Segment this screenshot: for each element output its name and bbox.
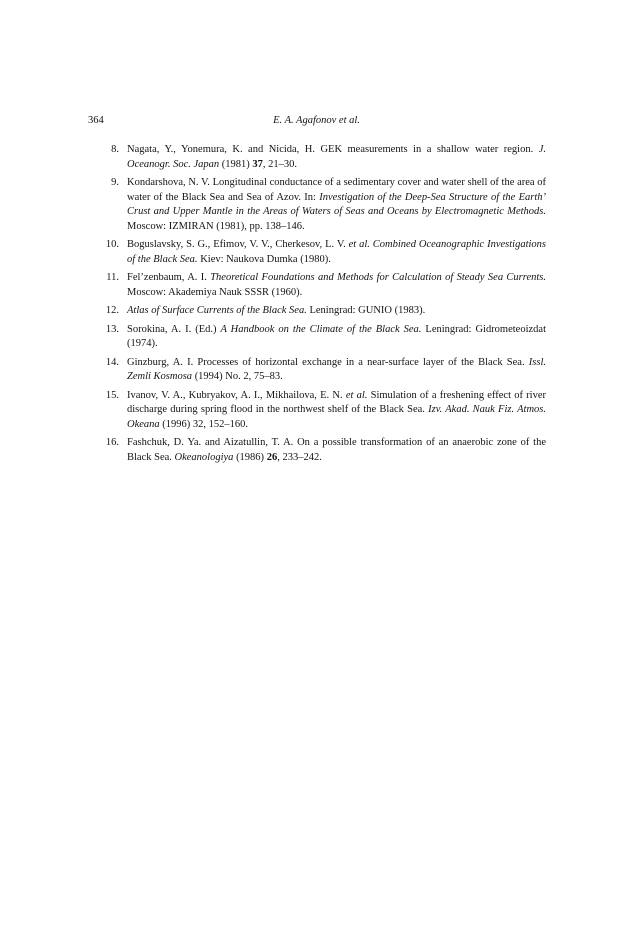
reference-italic-segment: J. Oceanogr. Soc. Japan <box>127 144 546 170</box>
reference-text <box>127 176 546 234</box>
reference-text <box>127 271 546 300</box>
reference-segment: , 233–242. <box>277 451 322 463</box>
reference-number: 13. <box>105 323 119 335</box>
reference-italic-segment: A Handbook on the Climate of the Black Sea. <box>220 323 422 335</box>
reference-segment: Leningrad: Gidrometeoizdat (1974). <box>127 323 546 349</box>
reference-volume: 37 <box>252 158 263 170</box>
reference-segment: Simulation of a freshening effect of river discharge during spring flood in the northwest shelf of the Black Sea. <box>127 389 546 415</box>
reference-number: 16. <box>105 437 119 448</box>
reference-text <box>127 436 546 465</box>
reference-item <box>88 436 546 465</box>
reference-number: 11. <box>106 272 119 283</box>
reference-text <box>127 238 546 267</box>
reference-segment: (1981) <box>219 158 253 170</box>
reference-segment: Ginzburg, A. I. Processes of horizontal exchange in a near-surface layer of the Black Sea. <box>127 356 529 368</box>
reference-segment: (1986) <box>233 451 267 463</box>
reference-italic-segment: et al. <box>345 389 368 401</box>
reference-volume: 26 <box>266 451 278 463</box>
reference-italic-segment: Atlas of Surface Currents of the Black Sea. <box>127 305 307 316</box>
reference-number: 8. <box>111 144 119 155</box>
reference-item <box>88 238 546 267</box>
reference-italic-segment: Combined Oceanographic Investigations of the Black Sea. <box>127 239 546 265</box>
reference-segment: Nagata, Y., Yonemura, K. and Nicida, H. GEK measurements in a shallow water region. <box>127 144 539 155</box>
reference-segment: Ivanov, V. A., Kubryakov, A. I., Mikhailova, E. N. <box>127 389 346 401</box>
reference-text <box>127 143 546 172</box>
reference-italic-segment: Investigation of the Deep-Sea Structure of the Earth’ Crust and Upper Mantle in the Areas of Waters of Seas and Oceans by Electromagnetic Methods. <box>127 191 546 217</box>
reference-item <box>88 356 546 385</box>
reference-segment: Moscow: Akademiya Nauk SSSR (1960). <box>127 286 303 298</box>
reference-segment: Leningrad: GUNIO (1983). <box>306 305 426 316</box>
reference-number: 12. <box>105 305 119 316</box>
reference-list <box>88 143 546 469</box>
reference-italic-segment: Izv. Akad. Nauk Fiz. Atmos. Okeana <box>127 404 546 430</box>
reference-text <box>127 304 546 319</box>
reference-segment: Moscow: IZMIRAN (1981), pp. 138–146. <box>127 220 305 232</box>
reference-italic-segment: et al. <box>348 239 370 250</box>
running-title: E. A. Agafonov et al. <box>273 115 360 126</box>
reference-number: 9. <box>111 177 119 188</box>
reference-item <box>88 271 546 300</box>
reference-text <box>127 389 546 433</box>
reference-number: 14. <box>105 356 119 368</box>
reference-number: 15. <box>105 389 119 401</box>
reference-segment: Fashchuk, D. Ya. and Aizatullin, T. A. On a possible transformation of an anaerobic zone of the Black Sea. <box>127 437 546 463</box>
reference-segment: Boguslavsky, S. G., Efimov, V. V., Cherkesov, L. V. <box>127 239 349 250</box>
reference-item <box>88 389 546 433</box>
page-number: 364 <box>88 115 104 126</box>
reference-segment: Kondarshova, N. V. Longitudinal conductance of a sedimentary cover and water shell of the area of water of the Black Sea and Sea of Azov. In: <box>127 177 546 203</box>
reference-segment: Sorokina, A. I. (Ed.) <box>127 323 221 335</box>
reference-segment: Fel’zenbaum, A. I. <box>127 272 211 283</box>
reference-italic-segment: Theoretical Foundations and Methods for Calculation of Steady Sea Currents. <box>210 272 546 283</box>
reference-segment: Kiev: Naukova Dumka (1980). <box>197 253 331 265</box>
reference-text <box>127 356 546 385</box>
reference-item <box>88 323 546 352</box>
reference-item <box>88 176 546 234</box>
reference-italic-segment: Okeanologiya <box>174 451 234 463</box>
reference-segment: (1996) 32, 152–160. <box>159 418 249 430</box>
reference-item <box>88 304 546 319</box>
reference-segment: , 21–30. <box>262 158 298 170</box>
reference-segment: (1994) No. 2, 75–83. <box>192 371 283 382</box>
reference-text <box>127 323 546 352</box>
reference-item <box>88 143 546 172</box>
reference-italic-segment: Issl. Zemli Kosmosa <box>127 356 546 382</box>
reference-number: 10. <box>105 239 119 250</box>
